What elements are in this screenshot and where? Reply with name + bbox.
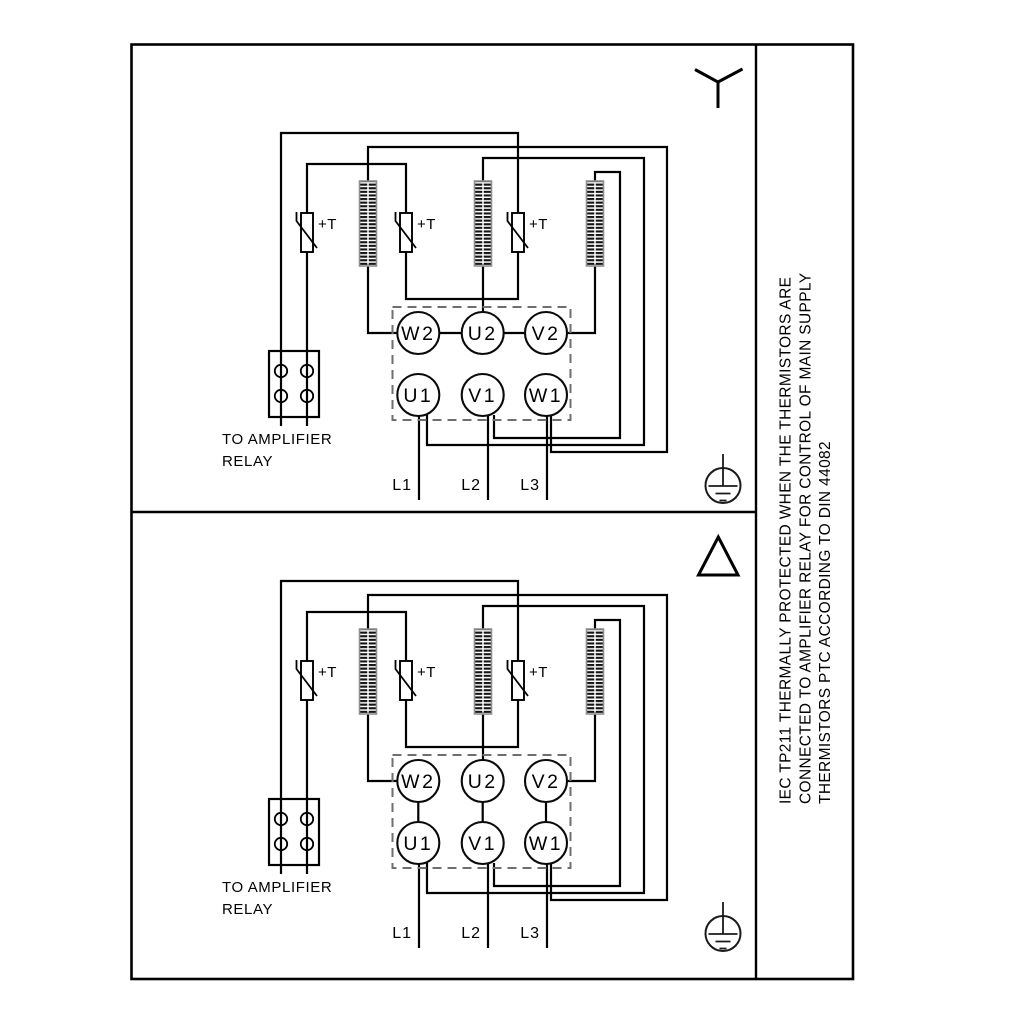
side-note-line3: THERMISTORS PTC ACCORDING TO DIN 44082 <box>817 441 834 804</box>
supply-label-l2: L2 <box>461 925 481 942</box>
side-note-line1: IEC TP211 THERMALLY PROTECTED WHEN THE THERMISTORS ARE <box>777 276 795 804</box>
thermistor-label-2: +T <box>417 216 436 233</box>
supply-label-l3: L3 <box>520 477 540 494</box>
terminal-u1 <box>397 822 439 864</box>
terminal-v1 <box>462 822 504 864</box>
terminal-w2 <box>397 760 439 802</box>
terminal-v2 <box>525 312 567 354</box>
terminal-label-w2: W2 <box>401 323 436 345</box>
thermistor-label-3: +T <box>529 664 548 681</box>
terminal-u1 <box>397 374 439 416</box>
thermistor-label-1: +T <box>318 664 337 681</box>
supply-label-l1: L1 <box>392 925 412 942</box>
terminal-v2 <box>525 760 567 802</box>
terminal-w1 <box>525 374 567 416</box>
terminal-label-u1: U1 <box>403 833 434 855</box>
supply-label-l1: L1 <box>392 477 412 494</box>
terminal-label-v1: V1 <box>468 833 498 855</box>
terminal-label-w1: W1 <box>528 833 564 855</box>
relay-caption-line1: TO AMPLIFIER <box>222 879 333 896</box>
terminal-label-w1: W1 <box>528 385 564 407</box>
terminal-label-v2: V2 <box>531 323 561 345</box>
relay-caption-line2: RELAY <box>222 453 274 470</box>
terminal-label-v2: V2 <box>531 771 561 793</box>
thermistor-label-1: +T <box>318 216 337 233</box>
supply-label-l2: L2 <box>461 477 481 494</box>
terminal-v1 <box>462 374 504 416</box>
terminal-u2 <box>462 312 504 354</box>
terminal-label-u1: U1 <box>403 385 434 407</box>
relay-caption-line2: RELAY <box>222 901 274 918</box>
terminal-w2 <box>397 312 439 354</box>
terminal-label-u2: U2 <box>467 771 498 793</box>
terminal-label-u2: U2 <box>467 323 498 345</box>
thermistor-label-2: +T <box>417 664 436 681</box>
supply-label-l3: L3 <box>520 925 540 942</box>
terminal-u2 <box>462 760 504 802</box>
thermistor-label-3: +T <box>529 216 548 233</box>
terminal-label-w2: W2 <box>401 771 436 793</box>
terminal-label-v1: V1 <box>468 385 498 407</box>
terminal-w1 <box>525 822 567 864</box>
side-note-line2: CONNECTED TO AMPLIFIER RELAY FOR CONTROL OF MAIN SUPPLY <box>797 272 815 804</box>
relay-caption-line1: TO AMPLIFIER <box>222 431 333 448</box>
